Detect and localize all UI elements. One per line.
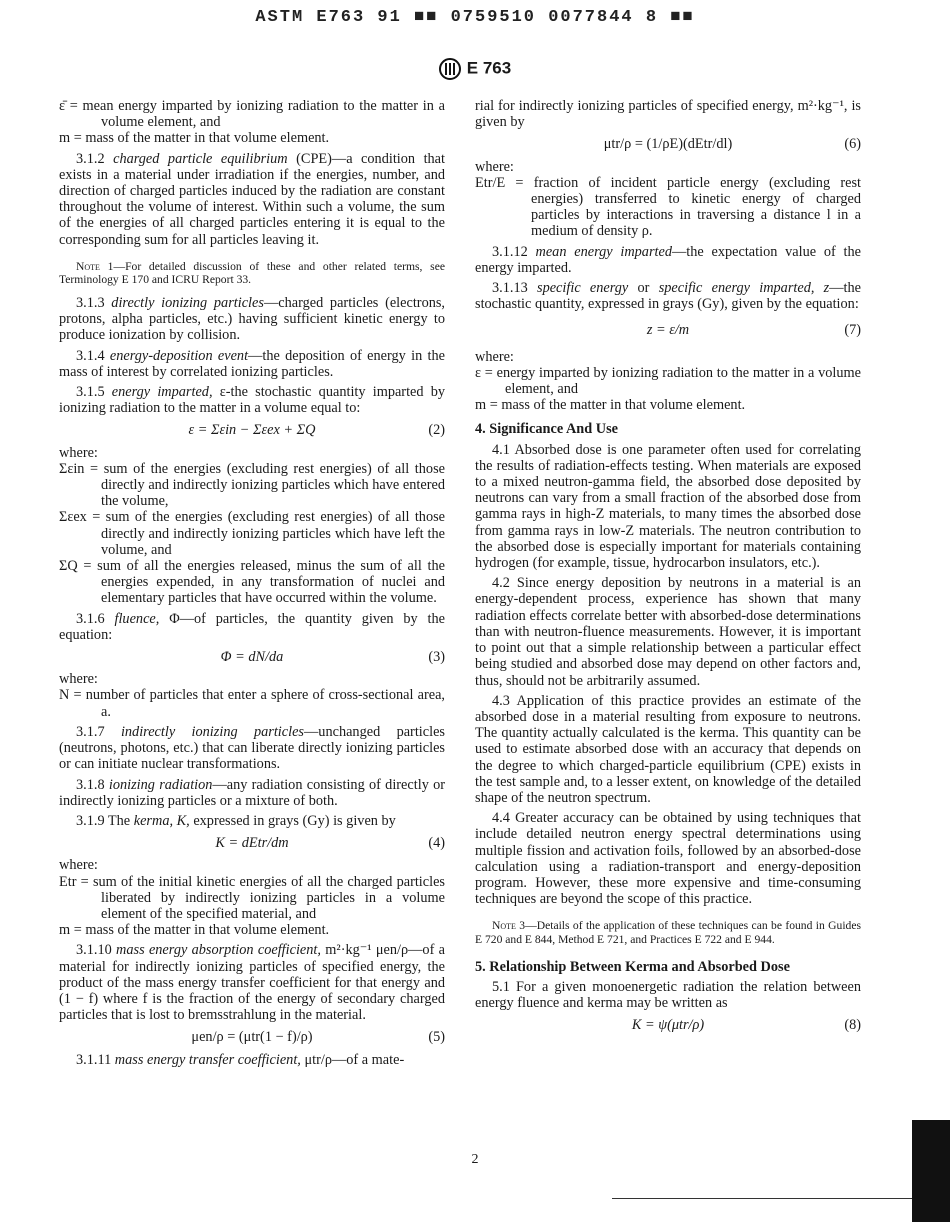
equation-7: z = ε/m (7)	[646, 322, 861, 339]
page-number: 2	[471, 1152, 479, 1167]
definition-line: ε̄ = mean energy imparted by ionizing radiation to the matter in a volume element, and	[59, 98, 445, 131]
definition-item: N = number of particles that enter a sphere of cross-sectional area, a.	[59, 687, 445, 720]
paragraph-3-1-11: 3.1.11 mass energy transfer coefficient, μtr/ρ—of a mate-	[76, 1051, 405, 1068]
scan-edge-line	[612, 1198, 912, 1199]
paragraph-3-1-9: 3.1.9 The kerma, K, expressed in grays (Gy) is given by	[76, 812, 396, 829]
definition-item: Etr = sum of the initial kinetic energies of all the charged particles liberated by indirectly ionizing particles in a volume element of the specified material, and	[59, 873, 445, 922]
scan-edge-shadow	[912, 1120, 950, 1222]
paragraph-3-1-3: 3.1.3 directly ionizing particles—charged particles (electrons, protons, alpha particles, etc.) having sufficient kinetic energy to produce ionization by collision.	[59, 295, 446, 344]
where-label: where:	[475, 348, 514, 365]
paragraph-3-1-5: 3.1.5 energy imparted, ε-the stochastic quantity imparted by ionizing radiation to the matter in a volume equal to:	[59, 384, 446, 417]
section-5-heading: 5. Relationship Between Kerma and Absorbed Dose	[475, 958, 790, 975]
where-label: where:	[59, 857, 98, 874]
paragraph-3-1-7: 3.1.7 indirectly ionizing particles—unchanged particles (neutrons, photons, etc.) that can liberate directly ionizing particles or can initiate nuclear transformations.	[59, 723, 445, 773]
right-column	[475, 98, 861, 1039]
definition-item: Σεex = sum of the energies (excluding rest energies) of all those directly and indirectly ionizing particles which have left the volume, and	[59, 509, 445, 558]
left-column	[59, 98, 445, 1068]
paragraph-3-1-10: 3.1.10 mass energy absorption coefficient, m²·kg⁻¹ μen/ρ—of a material for indirectly ionizing particles of specified energy, the product of the mass energy transfer coefficient for that energy and (1 − f) where f is the fraction of the energy of secondary charged particles that is lost to bremsstrahlung in the material.	[59, 942, 445, 1024]
note-3: Note 3—Details of the application of these techniques can be found in Guides E 720 and E 844, Method E 721, and Practices E 722 and E 944.	[475, 919, 861, 946]
astm-logo-header	[0, 58, 950, 80]
definition-item: Σεin = sum of the energies (excluding rest energies) of all those directly and indirectly ionizing particles which have entered the volume,	[59, 460, 445, 510]
where-label: where:	[59, 671, 98, 688]
paragraph-3-1-6: 3.1.6 fluence, Φ—of particles, the quantity given by the equation:	[59, 610, 446, 643]
paragraph-4-2: 4.2 Since energy deposition by neutrons in a material is an energy-dependent process, experience has shown that many radiation effects correlate better with absorbed-dose determinations than with neutron-fluence measurements. However, it is important to point out that a simple relationship between a particular effect being studied and absorbed dose may depend on other factors and, thus, should not be arbitrarily assumed.	[475, 575, 861, 689]
paragraph-4-1: 4.1 Absorbed dose is one parameter often used for correlating the results of radiation-effects testing. When materials are exposed to a mixed neutron-gamma field, the absorbed dose deposited by neutrons can vary from a small fraction of the absorbed dose from gamma rays in high-Z materials, to many times the absorbed dose from gamma rays in low-Z materials. The neutron contribution to the absorbed dose is especially important for materials containing hydrogen (for example, tissue, hydrocarbon insulators, etc.).	[475, 441, 861, 572]
definition-item: ΣQ = sum of all the energies released, minus the sum of all the energies expended, in any transformation of nuclei and elementary particles that have occurred within the volume.	[59, 558, 445, 607]
equation-6: μtr/ρ = (1/ρE)(dEtr/dl) (6)	[603, 136, 861, 153]
paragraph-3-1-8: 3.1.8 ionizing radiation—any radiation consisting of directly or indirectly ionizing particles or a mixture of both.	[59, 776, 446, 809]
paragraph-3-1-4: 3.1.4 energy-deposition event—the deposition of energy in the mass of interest by correlated ionizing particles.	[59, 347, 445, 380]
equation-2: ε = Σεin − Σεex + ΣQ (2)	[188, 422, 445, 439]
paragraph-3-1-2: 3.1.2 charged particle equilibrium (CPE)—a condition that exists in a material under irradiation if the energies, number, and direction of charged particles induced by the radiation are constant throughout the volume of interest. Within such a volume, the sum of the energies of all charged particles entering it is equal to the corresponding sum for all particles leaving it.	[59, 150, 446, 248]
equation-3: Φ = dN/da (3)	[220, 649, 445, 666]
definition-item: Etr/E = fraction of incident particle energy (excluding rest energies) transferred to kinetic energy of charged particles by interactions in traversing a distance l in a medium of density ρ.	[475, 174, 862, 240]
paragraph-continuation: rial for indirectly ionizing particles of specified energy, m²·kg⁻¹, is given by	[475, 98, 861, 131]
where-label: where:	[59, 444, 98, 461]
definition-line: m = mass of the matter in that volume element.	[59, 130, 330, 147]
equation-5: μen/ρ = (μtr(1 − f)/ρ) (5)	[191, 1029, 445, 1046]
paragraph-5-1: 5.1 For a given monoenergetic radiation the relation between energy fluence and kerma may be written as	[475, 978, 861, 1011]
document-code-header: ASTM E763 91 ■■ 0759510 0077844 8 ■■	[255, 8, 695, 27]
equation-8: K = ψ(μtr/ρ) (8)	[631, 1017, 861, 1034]
section-4-heading: 4. Significance And Use	[475, 421, 618, 438]
paragraph-4-4: 4.4 Greater accuracy can be obtained by using techniques that include detailed neutron energy spectral determinations using multiple fission and activation foils, followed by an absorbed-dose calculation using a radiation-transport and energy-deposition program. However, these more expensive and time-consuming techniques are beyond the scope of this practice.	[475, 810, 861, 908]
standard-designation: E 763	[466, 58, 512, 78]
definition-item: ε = energy imparted by ionizing radiation to the matter in a volume element, and	[475, 364, 861, 398]
note-1: Note 1—For detailed discussion of these and other related terms, see Terminology E 170 and ICRU Report 33.	[59, 259, 445, 287]
equation-4: K = dEtr/dm (4)	[215, 835, 445, 852]
paragraph-3-1-13: 3.1.13 specific energy or specific energy imparted, z—the stochastic quantity, expressed in grays (Gy), given by the equation:	[475, 280, 861, 313]
paragraph-4-3: 4.3 Application of this practice provides an estimate of the absorbed dose in a material resulting from exposure to neutrons. The quantity actually calculated is the kerma. This quantity can be used to estimate absorbed dose with an accuracy that depends on the degree to which charged-particle equilibrium (CPE) exists in the test sample and, to a lesser extent, on knowledge of the detailed shape of the neutron spectrum.	[475, 692, 861, 806]
astm-logo-icon	[439, 58, 461, 80]
where-label: where:	[475, 158, 514, 175]
definition-item: m = mass of the matter in that volume element.	[475, 397, 746, 414]
paragraph-3-1-12: 3.1.12 mean energy imparted—the expectation value of the energy imparted.	[475, 243, 861, 276]
definition-item: m = mass of the matter in that volume element.	[59, 922, 330, 939]
